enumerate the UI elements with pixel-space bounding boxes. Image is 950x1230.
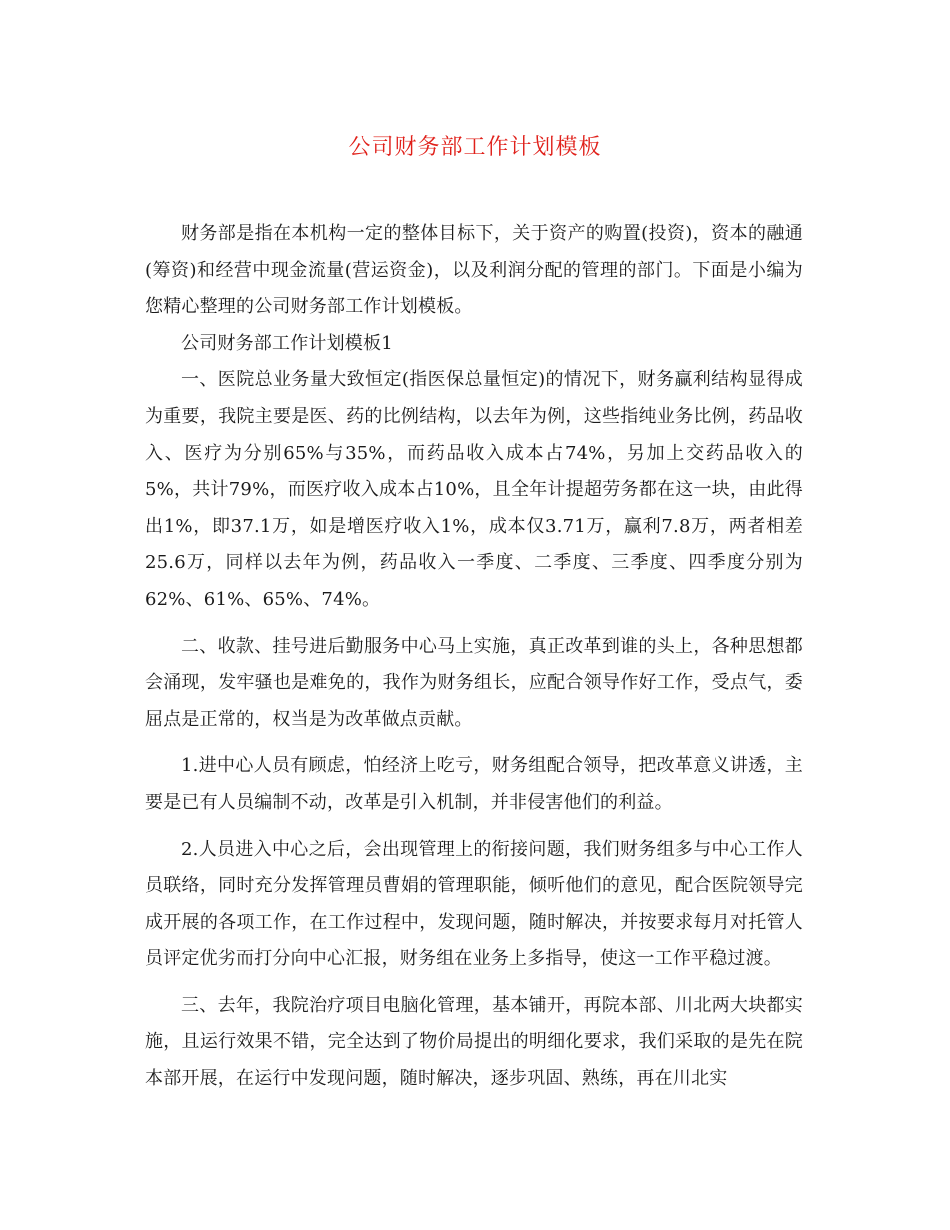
paragraph-section-1: 一、医院总业务量大致恒定(指医保总量恒定)的情况下，财务赢利结构显得成为重要，我院主要是医、药的比例结构，以去年为例，这些指纯业务比例，药品收入、医疗为分别65%与35%，而药品收入成本占74%，另加上交药品收入的5%，共计79%，而医疗收入成本占10%，且全年计提超劳务都在这一块，由此得出1%，即37.1万，如是增医疗收入1%，成本仅3.71万，赢利7.8万，两者相差25.6万，同样以去年为例，药品收入一季度、二季度、三季度、四季度分别为62%、61%、65%、74%。 — [145, 369, 803, 610]
document-title: 公司财务部工作计划模板 — [348, 135, 602, 160]
paragraph-template-heading: 公司财务部工作计划模板1 — [181, 332, 393, 354]
document-body — [145, 216, 803, 1098]
paragraph-section-2: 二、收款、挂号进后勤服务中心马上实施，真正改革到谁的头上，各种思想都会涌现，发牢骚也是难免的，我作为财务组长，应配合领导作好工作，受点气，委屈点是正常的，权当是为改革做点贡献。 — [145, 635, 803, 730]
paragraph-section-3: 三、去年，我院治疗项目电脑化管理，基本铺开，再院本部、川北两大块都实施，且运行效果不错，完全达到了物价局提出的明细化要求，我们采取的是先在院本部开展，在运行中发现问题，随时解决，逐步巩固、熟练，再在川北实 — [145, 994, 803, 1090]
paragraph-item-1: 1.进中心人员有顾虑，怕经济上吃亏，财务组配合领导，把改革意义讲透，主要是已有人员编制不动，改革是引入机制，并非侵害他们的利益。 — [145, 755, 803, 813]
paragraph-item-2: 2.人员进入中心之后，会出现管理上的衔接问题，我们财务组多与中心工作人员联络，同时充分发挥管理员曹娟的管理职能，倾听他们的意见，配合医院领导完成开展的各项工作，在工作过程中，发现问题，随时解决，并按要求每月对托管人员评定优劣而打分向中心汇报，财务组在业务上多指导，使这一工作平稳过渡。 — [145, 838, 803, 970]
paragraph-intro: 财务部是指在本机构一定的整体目标下，关于资产的购置(投资)，资本的融通(筹资)和经营中现金流量(营运资金)，以及利润分配的管理的部门。下面是小编为您精心整理的公司财务部工作计划模板。 — [145, 223, 803, 318]
